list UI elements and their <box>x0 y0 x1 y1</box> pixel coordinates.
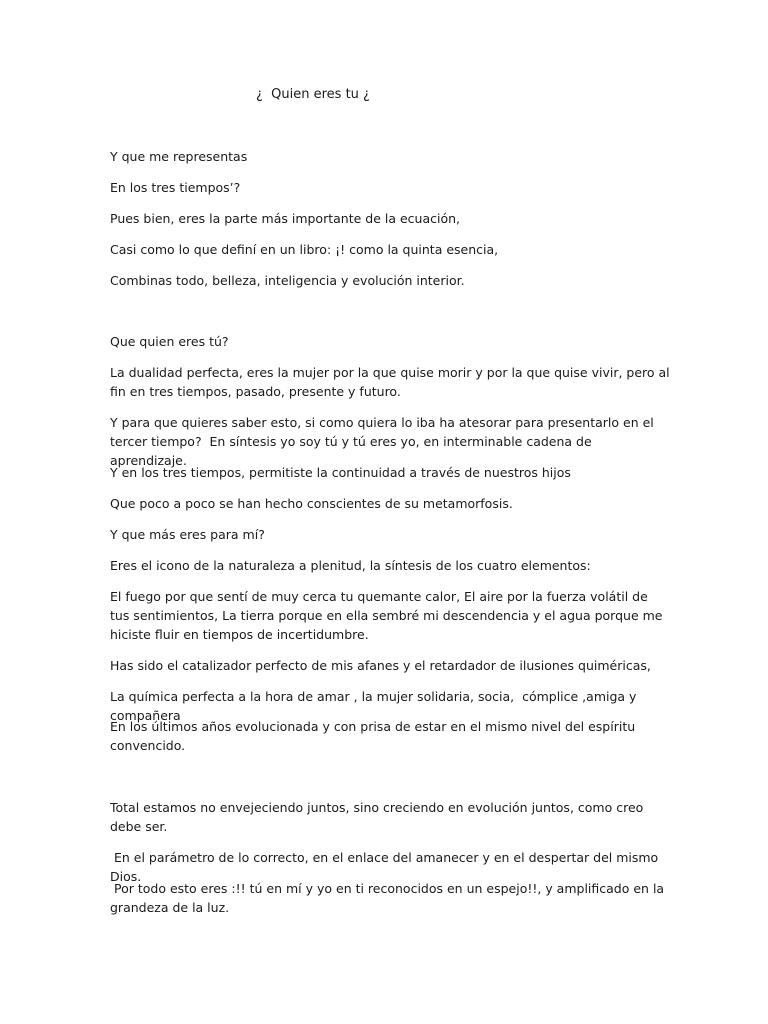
paragraph-7: La dualidad perfecta, eres la mujer por la que quise morir y por la que quise vivir, pero al fin en tres tiempos, pasado, presente y futuro. <box>110 365 674 399</box>
paragraph-18: En el parámetro de lo correcto, en el enlace del amanecer y en el despertar del mismo Dios. <box>110 850 663 884</box>
paragraph-19: Por todo esto eres :!! tú en mí y yo en ti reconocidos en un espejo!!, y amplificado en la grandeza de la luz. <box>110 881 669 915</box>
paragraph-12: Eres el icono de la naturaleza a plenitud, la síntesis de los cuatro elementos: <box>110 558 591 573</box>
paragraph-3: Pues bien, eres la parte más importante de la ecuación, <box>110 211 460 226</box>
paragraph-17: Total estamos no envejeciendo juntos, sino creciendo en evolución juntos, como creo debe ser. <box>110 800 648 834</box>
paragraph-16: En los últimos años evolucionada y con prisa de estar en el mismo nivel del espíritu convencido. <box>110 719 640 753</box>
paragraph-9: Y en los tres tiempos, permitiste la continuidad a través de nuestros hijos <box>110 465 571 480</box>
paragraph-4: Casi como lo que definí en un libro: ¡! como la quinta esencia, <box>110 242 499 257</box>
paragraph-6: Que quien eres tú? <box>110 334 229 349</box>
document-title: ¿ Quien eres tu ¿ <box>256 87 370 102</box>
paragraph-14: Has sido el catalizador perfecto de mis afanes y el retardador de ilusiones quiméricas, <box>110 658 651 673</box>
paragraph-13: El fuego por que sentí de muy cerca tu quemante calor, El aire por la fuerza volátil de tus sentimientos, La tierra porque en ella sembré mi descendencia y el agua porque me hiciste fluir en tiempos de incertidumbre. <box>110 589 667 642</box>
paragraph-5: Combinas todo, belleza, inteligencia y evolución interior. <box>110 273 465 288</box>
paragraph-11: Y que más eres para mí? <box>110 527 265 542</box>
paragraph-10: Que poco a poco se han hecho conscientes de su metamorfosis. <box>110 496 513 511</box>
paragraph-1: Y que me representas <box>110 149 248 164</box>
paragraph-15: La química perfecta a la hora de amar , la mujer solidaria, socia, cómplice ,amiga y compañera <box>110 689 641 723</box>
paragraph-8: Y para que quieres saber esto, si como quiera lo iba ha atesorar para presentarlo en el tercer tiempo? En síntesis yo soy tú y tú eres yo, en interminable cadena de aprendizaje. <box>110 415 658 468</box>
paragraph-2: En los tres tiempos’? <box>110 180 241 195</box>
